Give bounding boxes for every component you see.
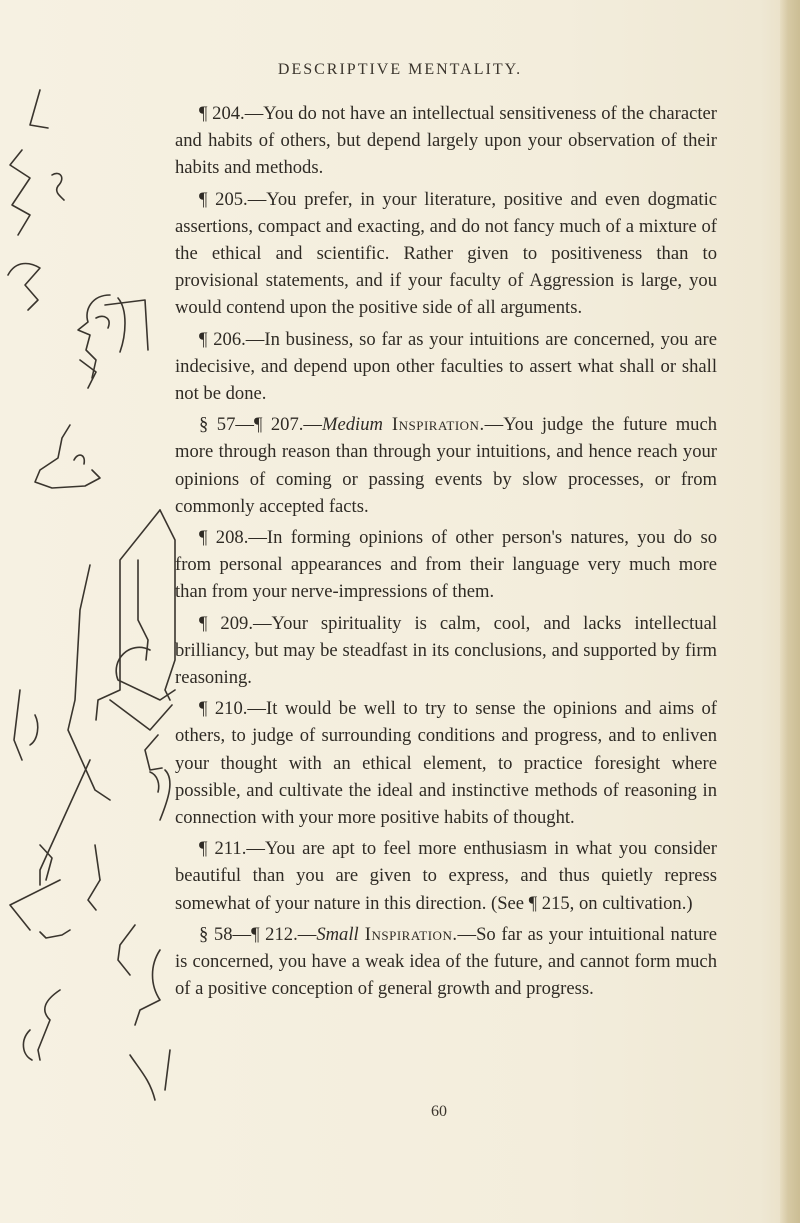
page-body [175,100,717,1007]
section-ref: § 57—¶ 207.— [199,414,322,436]
paragraph-206: ¶ 206.—In business, so far as your intuitions are concerned, you are indecisive, and depend upon other faculties to assert what shall or shall not be done. [175,328,717,405]
margin-sketch [0,0,180,1223]
paragraph-205: ¶ 205.—You prefer, in your literature, positive and even dogmatic assertions, compact and exacting, and do not fancy much of a mixture of the ethical and scientific. Rather given to positiveness than to provisional statements, and if your faculty of Aggression is large, you would contend upon the positive side of all arguments. [175,188,717,319]
paragraph-210: ¶ 210.—It would be well to try to sense the opinions and aims of others, to judge of surrounding conditions and progress, and to enliven your thought with an ethical element, to practice foresight where possible, and cultivate the ideal and instinctive methods of reasoning in connection with your more positive habits of thought. [175,698,717,829]
page-number: 60 [431,1103,447,1120]
running-head: DESCRIPTIVE MENTALITY. [277,61,523,78]
smallcaps-term: Inspiration. [382,414,485,436]
paragraph-209: ¶ 209.—Your spirituality is calm, cool, and lacks intellectual brilliancy, but may be steadfast in its conclusions, and supported by firm reasoning. [175,612,717,689]
paragraph-text: —You judge the future much more through reason than through your intuitions, and hence reach your opinions of coming or passing events by slow processes, or from commonly accepted facts. [175,414,717,517]
paragraph-text: —So far as your intuitional nature is concerned, you have a weak idea of the future, and cannot form much of a positive conception of general growth and progress. [175,923,717,1000]
italic-term: Small [316,923,359,945]
page-edge-shadow [780,0,800,1223]
paragraph-211: ¶ 211.—You are apt to feel more enthusiasm in what you consider beautiful than you are given to express, and thus quietly repress somewhat of your nature in this direction. (See ¶ 215, on cultivation.) [175,838,717,914]
italic-term: Medium [322,414,383,436]
section-ref: § 58—¶ 212.— [199,923,317,945]
paragraph-204: ¶ 204.—You do not have an intellectual sensitiveness of the character and habits of others, but depend largely upon your observation of their habits and methods. [175,103,717,179]
paragraph-207 [175,411,717,520]
smallcaps-term: Inspiration. [358,923,458,945]
paragraph-212 [175,921,717,1003]
paragraph-208: ¶ 208.—In forming opinions of other person's natures, you do so from personal appearances and from their language very much more than from your nerve-impressions of them. [175,527,717,603]
